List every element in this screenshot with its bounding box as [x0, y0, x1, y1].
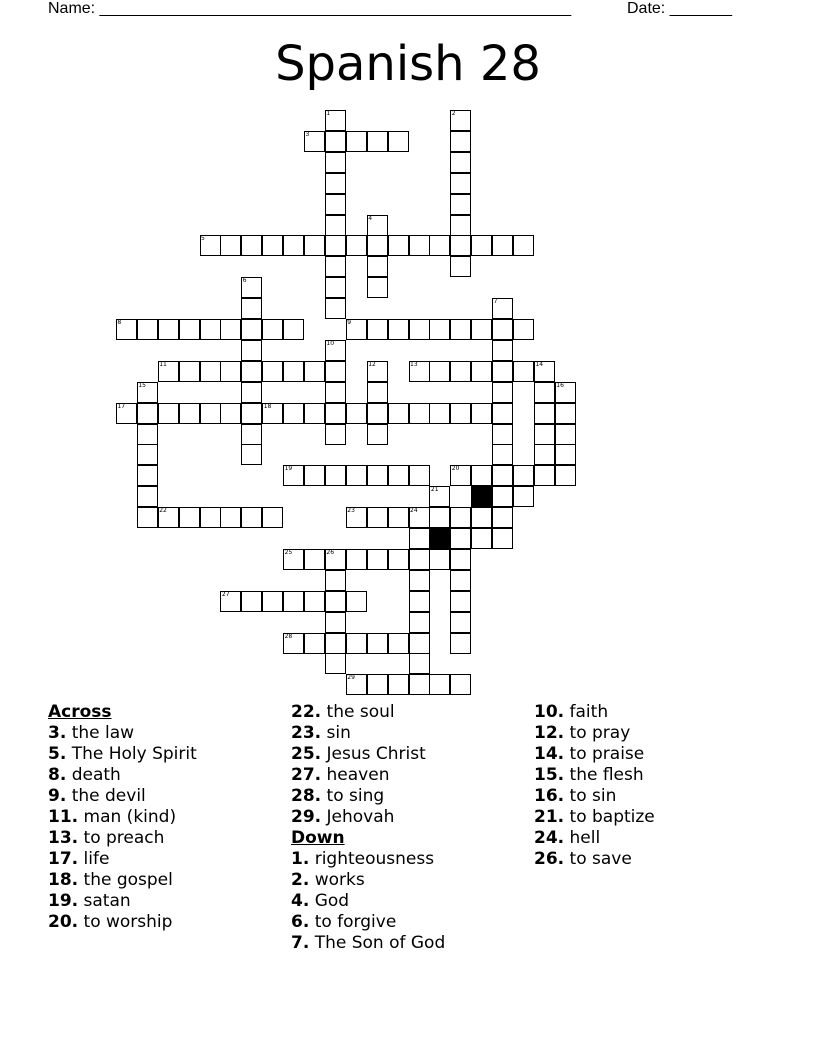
grid-cell[interactable]	[450, 549, 471, 570]
grid-cell[interactable]	[450, 319, 471, 340]
grid-cell[interactable]	[555, 444, 576, 465]
clue-item	[291, 912, 445, 933]
clue-number: 1	[326, 110, 331, 117]
grid-cell[interactable]	[388, 674, 409, 695]
grid-cell[interactable]	[388, 465, 409, 486]
grid-cell[interactable]	[450, 612, 471, 633]
grid-cell[interactable]	[325, 215, 346, 236]
clue-number: 5	[201, 235, 205, 243]
down-clue-list-continued	[534, 702, 655, 870]
grid-cell[interactable]	[555, 403, 576, 424]
clue-item	[291, 702, 445, 723]
grid-cell[interactable]	[388, 131, 409, 152]
clue-number: 19	[284, 465, 293, 473]
clue-item-number: 29.	[291, 807, 322, 827]
grid-cell[interactable]	[220, 361, 241, 382]
clue-item-text: the flesh	[564, 765, 644, 785]
clue-item-number: 4.	[291, 891, 310, 911]
clue-item-number: 28.	[291, 786, 322, 806]
grid-cell[interactable]	[158, 403, 179, 424]
grid-cell[interactable]	[471, 486, 492, 507]
grid-cell[interactable]	[346, 465, 367, 486]
grid-cell[interactable]	[471, 319, 492, 340]
clue-item-number: 14.	[534, 744, 565, 764]
grid-cell[interactable]	[220, 319, 241, 340]
grid-cell[interactable]	[429, 319, 450, 340]
clue-item	[534, 723, 655, 744]
clue-item-number: 10.	[534, 702, 565, 722]
grid-cell[interactable]	[241, 424, 262, 445]
grid-cell[interactable]	[492, 424, 513, 445]
grid-cell[interactable]	[388, 507, 409, 528]
grid-cell[interactable]	[367, 549, 388, 570]
grid-cell[interactable]	[492, 444, 513, 465]
grid-cell[interactable]	[492, 486, 513, 507]
clue-item-number: 18.	[48, 870, 79, 890]
clue-item-text: to forgive	[309, 912, 397, 932]
grid-cell[interactable]	[513, 235, 534, 256]
clue-item	[48, 891, 197, 912]
grid-cell[interactable]	[429, 235, 450, 256]
grid-cell[interactable]	[450, 507, 471, 528]
grid-cell[interactable]	[367, 507, 388, 528]
grid-cell[interactable]	[283, 591, 304, 612]
down-clue-list	[291, 849, 445, 954]
clue-item-text: to sing	[321, 786, 385, 806]
grid-cell[interactable]	[367, 319, 388, 340]
grid-cell[interactable]	[409, 319, 430, 340]
grid-cell[interactable]	[513, 361, 534, 382]
clue-item-number: 13.	[48, 828, 79, 848]
grid-cell[interactable]	[346, 403, 367, 424]
grid-cell[interactable]	[283, 235, 304, 256]
clue-item	[48, 744, 197, 765]
grid-cell[interactable]	[137, 424, 158, 445]
grid-cell[interactable]	[450, 528, 471, 549]
clue-item-text: righteousness	[309, 849, 435, 869]
grid-cell[interactable]	[304, 361, 325, 382]
clue-item	[534, 828, 655, 849]
grid-cell[interactable]	[241, 403, 262, 424]
clue-item	[291, 933, 445, 954]
grid-cell[interactable]	[367, 382, 388, 403]
clue-number: 29	[347, 674, 355, 682]
clue-item-text: faith	[564, 702, 609, 722]
grid-cell[interactable]	[325, 424, 346, 445]
grid-cell[interactable]	[388, 633, 409, 654]
grid-cell[interactable]	[200, 507, 221, 528]
across-clue-list	[48, 723, 197, 933]
grid-cell[interactable]	[450, 256, 471, 277]
clue-item-text: God	[309, 891, 350, 911]
grid-cell[interactable]	[325, 633, 346, 654]
grid-cell[interactable]	[492, 235, 513, 256]
page-title: Spanish 28	[275, 36, 541, 92]
grid-cell[interactable]	[137, 465, 158, 486]
grid-cell[interactable]	[346, 131, 367, 152]
clue-item-text: the gospel	[78, 870, 173, 890]
grid-cell[interactable]	[262, 235, 283, 256]
grid-cell[interactable]	[409, 465, 430, 486]
clue-number: 2	[451, 110, 456, 117]
grid-cell[interactable]	[346, 633, 367, 654]
clue-number: 25	[284, 548, 293, 556]
clue-item	[291, 807, 445, 828]
clue-item-number: 12.	[534, 723, 565, 743]
clue-item	[534, 786, 655, 807]
across-clue-list-continued	[291, 702, 445, 828]
clues-column-2	[291, 702, 445, 954]
clue-item	[48, 828, 197, 849]
across-heading: Across	[48, 702, 112, 722]
clue-item-text: to preach	[78, 828, 165, 848]
clue-item	[48, 786, 197, 807]
clue-number: 9	[347, 319, 352, 326]
clue-number: 14	[535, 360, 544, 368]
grid-cell[interactable]	[262, 361, 283, 382]
clue-item-text: Jesus Christ	[321, 744, 426, 764]
grid-cell[interactable]	[304, 403, 325, 424]
grid-cell[interactable]	[179, 319, 200, 340]
grid-cell-black	[429, 528, 450, 549]
clue-item	[291, 744, 445, 765]
grid-cell[interactable]	[137, 444, 158, 465]
grid-cell[interactable]	[346, 549, 367, 570]
grid-cell[interactable]	[200, 403, 221, 424]
grid-cell[interactable]	[325, 298, 346, 319]
grid-cell[interactable]	[367, 424, 388, 445]
grid-cell[interactable]	[555, 465, 576, 486]
date-line: Date: _______	[627, 0, 732, 17]
clue-item-number: 23.	[291, 723, 322, 743]
grid-cell[interactable]	[158, 319, 179, 340]
clue-item-number: 19.	[48, 891, 79, 911]
grid-cell[interactable]	[492, 382, 513, 403]
grid-cell[interactable]	[325, 591, 346, 612]
grid-cell[interactable]	[450, 570, 471, 591]
grid-cell[interactable]	[283, 361, 304, 382]
grid-cell[interactable]	[262, 319, 283, 340]
grid-cell[interactable]	[409, 653, 430, 674]
grid-cell[interactable]	[137, 507, 158, 528]
grid-cell[interactable]	[429, 403, 450, 424]
clue-item-text: The Holy Spirit	[66, 744, 197, 764]
clue-item-text: Jehovah	[321, 807, 395, 827]
grid-cell[interactable]	[304, 633, 325, 654]
grid-cell[interactable]	[367, 235, 388, 256]
clue-item-text: man (kind)	[78, 807, 177, 827]
clue-item-number: 17.	[48, 849, 79, 869]
clue-number: 10	[326, 339, 335, 347]
grid-cell[interactable]	[513, 486, 534, 507]
clue-number: 17	[117, 402, 126, 410]
grid-cell[interactable]	[241, 591, 262, 612]
grid-cell[interactable]	[534, 424, 555, 445]
grid-cell[interactable]	[325, 235, 346, 256]
grid-cell[interactable]	[179, 507, 200, 528]
grid-cell[interactable]	[513, 465, 534, 486]
name-line: Name: _____________________________________________________	[48, 0, 572, 17]
grid-cell[interactable]	[137, 403, 158, 424]
clue-item	[48, 723, 197, 744]
grid-cell[interactable]	[241, 444, 262, 465]
grid-cell[interactable]	[388, 403, 409, 424]
clue-item-text: the soul	[321, 702, 395, 722]
clue-number: 6	[242, 277, 247, 285]
grid-cell[interactable]	[409, 528, 430, 549]
grid-cell[interactable]	[388, 319, 409, 340]
clue-item	[291, 765, 445, 786]
grid-cell[interactable]	[555, 424, 576, 445]
grid-cell[interactable]	[241, 298, 262, 319]
clue-item-text: to baptize	[564, 807, 655, 827]
grid-cell[interactable]	[450, 361, 471, 382]
clue-number: 15	[138, 381, 146, 389]
clue-item-number: 11.	[48, 807, 79, 827]
grid-cell[interactable]	[409, 235, 430, 256]
clue-number: 18	[263, 402, 272, 410]
clue-item	[534, 702, 655, 723]
grid-cell[interactable]	[429, 549, 450, 570]
grid-cell[interactable]	[409, 612, 430, 633]
clue-number: 24	[410, 507, 418, 515]
clue-item-text: to sin	[564, 786, 617, 806]
clue-item	[291, 891, 445, 912]
grid-cell[interactable]	[325, 131, 346, 152]
clue-item	[291, 723, 445, 744]
clue-item	[534, 765, 655, 786]
grid-cell[interactable]	[346, 591, 367, 612]
clue-item-number: 21.	[534, 807, 565, 827]
clue-item-text: the devil	[66, 786, 146, 806]
clue-item	[48, 807, 197, 828]
grid-cell[interactable]	[283, 403, 304, 424]
down-heading: Down	[291, 828, 345, 848]
clues-column-3	[534, 702, 655, 870]
clue-item-number: 9.	[48, 786, 67, 806]
grid-cell[interactable]	[304, 591, 325, 612]
clue-item-text: death	[66, 765, 121, 785]
clue-item-text: satan	[78, 891, 131, 911]
clue-number: 11	[159, 360, 167, 368]
clue-item	[291, 870, 445, 891]
clue-item-number: 24.	[534, 828, 565, 848]
grid-cell[interactable]	[534, 382, 555, 403]
grid-cell[interactable]	[450, 674, 471, 695]
clue-number: 8	[117, 319, 122, 326]
grid-cell[interactable]	[471, 361, 492, 382]
clue-item-number: 5.	[48, 744, 67, 764]
clue-item	[534, 744, 655, 765]
clue-number: 12	[368, 360, 376, 368]
grid-cell[interactable]	[304, 235, 325, 256]
grid-cell[interactable]	[388, 549, 409, 570]
grid-cell[interactable]	[200, 361, 221, 382]
grid-cell[interactable]	[429, 507, 450, 528]
grid-cell[interactable]	[367, 131, 388, 152]
grid-cell[interactable]	[450, 215, 471, 236]
grid-cell[interactable]	[367, 403, 388, 424]
grid-cell[interactable]	[283, 319, 304, 340]
clue-item-text: The Son of God	[309, 933, 446, 953]
grid-cell[interactable]	[534, 444, 555, 465]
clue-number: 28	[284, 632, 293, 640]
clue-number: 23	[347, 507, 355, 515]
clue-item-number: 1.	[291, 849, 310, 869]
clue-number: 4	[368, 214, 373, 222]
grid-cell[interactable]	[325, 152, 346, 173]
grid-cell[interactable]	[304, 549, 325, 570]
grid-cell[interactable]	[492, 403, 513, 424]
clue-item	[534, 849, 655, 870]
clue-item-text: to save	[564, 849, 632, 869]
clue-item	[291, 849, 445, 870]
clue-item-text: the law	[66, 723, 135, 743]
grid-cell[interactable]	[220, 507, 241, 528]
grid-cell[interactable]	[241, 507, 262, 528]
grid-cell[interactable]	[220, 403, 241, 424]
grid-cell[interactable]	[325, 382, 346, 403]
clue-number: 16	[556, 381, 564, 389]
grid-cell[interactable]	[137, 319, 158, 340]
grid-cell[interactable]	[492, 319, 513, 340]
clue-item-number: 7.	[291, 933, 310, 953]
clue-item-number: 3.	[48, 723, 67, 743]
grid-cell[interactable]	[325, 256, 346, 277]
grid-cell[interactable]	[409, 403, 430, 424]
clue-item-number: 20.	[48, 912, 79, 932]
clue-number: 22	[159, 507, 167, 515]
grid-cell[interactable]	[450, 235, 471, 256]
clue-number: 21	[430, 486, 439, 494]
grid-cell[interactable]	[471, 507, 492, 528]
grid-cell[interactable]	[513, 319, 534, 340]
grid-cell[interactable]	[450, 152, 471, 173]
clue-number: 20	[451, 465, 460, 473]
clue-number: 3	[305, 130, 310, 138]
grid-cell[interactable]	[492, 340, 513, 361]
clue-item	[48, 870, 197, 891]
grid-cell[interactable]	[262, 507, 283, 528]
clue-item	[48, 849, 197, 870]
clues-column-1	[48, 702, 197, 933]
clue-item-text: heaven	[321, 765, 390, 785]
clue-item-text: to worship	[78, 912, 173, 932]
grid-cell[interactable]	[241, 340, 262, 361]
grid-cell[interactable]	[241, 319, 262, 340]
grid-cell[interactable]	[325, 653, 346, 674]
clue-item	[48, 765, 197, 786]
clue-number: 7	[493, 298, 498, 306]
grid-cell[interactable]	[325, 277, 346, 298]
grid-cell[interactable]	[534, 403, 555, 424]
grid-cell[interactable]	[325, 361, 346, 382]
grid-cell[interactable]	[409, 633, 430, 654]
grid-cell[interactable]	[346, 235, 367, 256]
grid-cell[interactable]	[220, 235, 241, 256]
grid-cell[interactable]	[429, 361, 450, 382]
grid-cell[interactable]	[450, 173, 471, 194]
grid-cell[interactable]	[241, 361, 262, 382]
grid-cell[interactable]	[492, 361, 513, 382]
clue-item-number: 8.	[48, 765, 67, 785]
grid-cell[interactable]	[409, 674, 430, 695]
grid-cell[interactable]	[367, 256, 388, 277]
grid-cell[interactable]	[450, 194, 471, 215]
grid-cell[interactable]	[304, 465, 325, 486]
grid-cell[interactable]	[450, 591, 471, 612]
grid-cell[interactable]	[388, 235, 409, 256]
grid-cell[interactable]	[325, 173, 346, 194]
grid-cell[interactable]	[137, 486, 158, 507]
grid-cell[interactable]	[200, 319, 221, 340]
clue-item-text: hell	[564, 828, 601, 848]
grid-cell[interactable]	[325, 403, 346, 424]
grid-cell[interactable]	[179, 361, 200, 382]
grid-cell[interactable]	[450, 633, 471, 654]
grid-cell[interactable]	[367, 633, 388, 654]
grid-cell[interactable]	[409, 549, 430, 570]
grid-cell[interactable]	[450, 403, 471, 424]
grid-cell[interactable]	[409, 591, 430, 612]
grid-cell[interactable]	[471, 403, 492, 424]
grid-cell[interactable]	[241, 382, 262, 403]
clue-item-number: 15.	[534, 765, 565, 785]
grid-cell[interactable]	[325, 194, 346, 215]
grid-cell[interactable]	[325, 570, 346, 591]
grid-cell[interactable]	[409, 570, 430, 591]
clue-item	[291, 786, 445, 807]
grid-cell[interactable]	[179, 403, 200, 424]
clue-item-number: 25.	[291, 744, 322, 764]
clue-item-number: 27.	[291, 765, 322, 785]
grid-cell[interactable]	[471, 465, 492, 486]
grid-cell[interactable]	[450, 131, 471, 152]
clue-item	[48, 912, 197, 933]
grid-cell[interactable]	[262, 591, 283, 612]
grid-cell[interactable]	[492, 507, 513, 528]
grid-cell[interactable]	[534, 465, 555, 486]
grid-cell[interactable]	[429, 674, 450, 695]
clue-item-number: 22.	[291, 702, 322, 722]
clue-item-text: life	[78, 849, 110, 869]
grid-cell[interactable]	[492, 528, 513, 549]
clue-item-text: to praise	[564, 744, 645, 764]
grid-cell[interactable]	[241, 235, 262, 256]
grid-cell[interactable]	[492, 465, 513, 486]
clue-number: 27	[221, 590, 230, 598]
grid-cell[interactable]	[367, 277, 388, 298]
clue-item-number: 16.	[534, 786, 565, 806]
grid-cell[interactable]	[367, 465, 388, 486]
clue-item-text: works	[309, 870, 365, 890]
clue-number: 26	[326, 548, 335, 556]
grid-cell[interactable]	[367, 674, 388, 695]
clue-item-number: 2.	[291, 870, 310, 890]
clue-item	[534, 807, 655, 828]
clue-item-text: sin	[321, 723, 351, 743]
clue-item-number: 26.	[534, 849, 565, 869]
grid-cell[interactable]	[325, 465, 346, 486]
clue-item-text: to pray	[564, 723, 631, 743]
grid-cell[interactable]	[471, 235, 492, 256]
grid-cell[interactable]	[471, 528, 492, 549]
clue-item-number: 6.	[291, 912, 310, 932]
grid-cell[interactable]	[325, 612, 346, 633]
clue-number: 13	[410, 360, 418, 368]
